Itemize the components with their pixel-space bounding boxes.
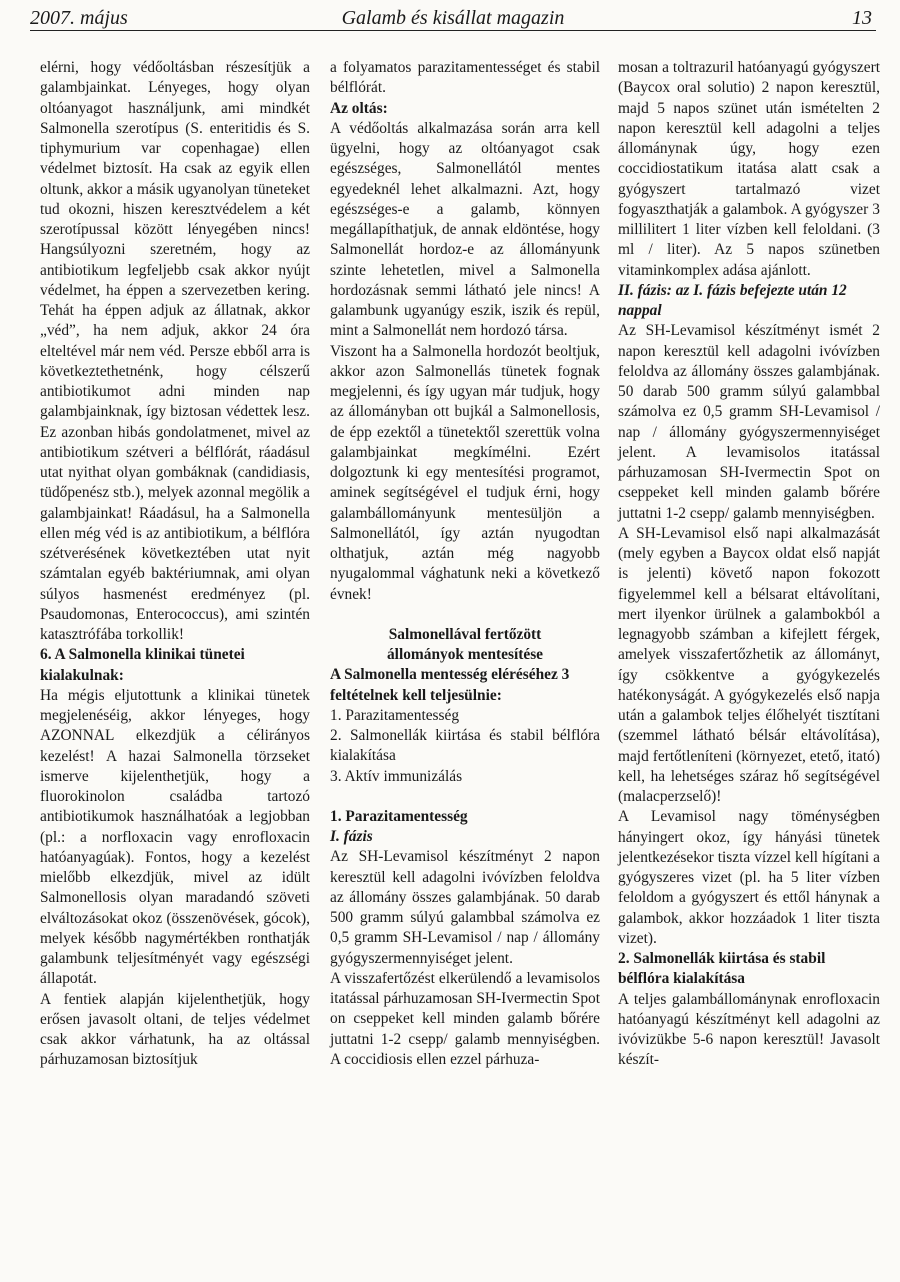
paragraph: Viszont ha a Salmonella hordozót beoltjuk, akkor azon Salmonellás tünetek fognak megjelenni, és így ugyan már tudjuk, hogy az állományban ott bujkál a Salmonellosis, de épp ezektől a tünetektől szerettük volna galambjainkat megkímélni. Ezért dolgoztunk ki egy mentesítési programot, aminek segítségével el tudjuk érni, hogy galambállományunk mentesüljön a Salmonellától, így aztán nyugodtan olthatjuk, aztán még nagyobb nyugalommal vághatunk neki a következő évnek! (330, 342, 600, 603)
paragraph: a folyamatos parazitamentességet és stabil bélflórát. (330, 59, 600, 97)
section-title-line-2: állományok mentesítése (386, 646, 544, 663)
paragraph: A Levamisol nagy töménységben hányingert okoz, így hányási tünetek jelentkezésekor tiszta vízzel kell hígítani a gyógyszeres vizet (pl. ha 5 liter vízben feloldom a gyógyszert és ettől hánynak a galambok, akkor hozzáadok 1 liter tiszta vizet). (618, 808, 880, 947)
paragraph: Ha mégis eljutottunk a klinikai tünetek megjelenéséig, akkor lényeges, hogy AZONNAL elkezdjük a célirányos kezelést! A hazai Salmonella törzseket ismerve kijelenthetjük, hogy a fluorokinolon családba tartozó antibiotikumok használhatóak a legjobban (pl.: a norfloxacin vagy enrofloxacin hatóanyagúak). Fontos, hogy a kezelést mielőbb elkezdjük, mivel az idült Salmonellosis olyan maradandó szöveti elváltozásokat okoz (összenövések, gócok), melyek később nagymértékben ronthatják galambunk teljesítményét vagy egészségi állapotát. (40, 686, 310, 988)
column-3 (618, 58, 880, 1071)
section-title-line-1: Salmonellával fertőzött (388, 625, 542, 643)
paragraph: Az SH-Levamisol készítményt ismét 2 napon keresztül kell adagolni ivóvízben feloldva az állomány összes galambjának. 50 darab 500 gramm súlyú galambbal számolva ez 0,5 gramm SH-Levamisol / nap / állomány gyógyszermennyiséget jelent. A levamisolos itatással párhuzamosan SH-Ivermectin Spot on cseppeket kell minden galamb bőrére juttatni 1-2 csepp/ galamb mennyiségben. (618, 322, 880, 522)
spacer (330, 787, 600, 807)
paragraph: Az SH-Levamisol készítményt 2 napon keresztül kell adagolni ivóvízben feloldva az állomány összes galambjának. 50 darab 500 gramm súlyú galambbal számolva ez 0,5 gramm SH-Levamisol / nap / állomány gyógyszermennyiséget jelent. (330, 848, 600, 967)
magazine-title: Galamb és kisállat magazin (341, 7, 565, 29)
paragraph: A fentiek alapján kijelenthetjük, hogy erősen javasolt oltani, de teljes védelmet csak akkor várhatunk, ha az oltással párhuzamosan biztosítjuk (40, 990, 310, 1069)
column-2 (330, 58, 600, 1070)
spacer (330, 605, 600, 625)
paragraph: A SH-Levamisol első napi alkalmazását (mely egyben a Baycox oldat első napját is jelenti) követő napon fokozott figyelemmel kell a bélsarat eltávolítani, mert ilyenkor ürülnek a galambokból a legnagyobb számban a kifejlett férgek, amelyek visszafertőzhetik az állományt, így csökkentve a gyógykezelés hatékonyságát. A gyógykezelés első napja után a galambok teljes élőhelyét tisztítani (szemmel látható bélsár eltávolítása), majd fertőtleníteni (környezet, etető, itató) kell, ha lehetséges száraz hő segítségével (malacperzselő)! (618, 524, 880, 805)
subheading-parazitamentesseg: 1. Parazitamentesség (330, 807, 468, 825)
page-number: 13 (852, 7, 872, 29)
paragraph: elérni, hogy védőoltásban részesítjük a galambjainkat. Lényeges, hogy olyan oltóanyagot használjunk, ami mindkét Salmonella szerotípus (S. enteritidis és S. tiphymurium var copenhagae) ellen védelmet biztosít. Ha csak az egyik ellen oltunk, akkor a másik ugyanolyan tüneteket tud okozni, hiszen keresztvédelem a két szerotípussal között lényegében nincs! Hangsúlyozni szeretném, hogy az antibiotikum legfeljebb csak akkor nyújt védelmet, ha éppen a szervezetben kering. Tehát ha éppen adjuk az állatnak, akkor „véd”, ha nem adjuk, akkor 24 óra elteltével már nem véd. Persze ebből arra is következtethetnénk, hogy célszerű antibiotikumot adni minden nap galambjainknak, így biztosan védettek lesz. Ez azonban hibás gondolatmenet, mivel az antibiotikum szétveri a bélflórát, ráadásul utat nyithat olyan gombáknak (candidiasis, tüdőpenész stb.), melyek azonnal megölik a galambjainkat! Ráadásul, ha a Salmonella ellen még véd is az antibiotikum, a bélflóra szétverésének következtében utat nyit számtalan egyéb baktériumnak, ami olyan súlyos hasmenést eredményez (pl. Psaudomonas, Enterococcus), ami szintén katasztrófába torkollik! (40, 59, 310, 643)
phase-1-heading: I. fázis (330, 828, 373, 845)
paragraph: mosan a toltrazuril hatóanyagú gyógyszert (Baycox oral solutio) 2 napon keresztül, majd 5 napos szünet után ismételten 2 napon keresztül kell adagolni a teljes állománynak úgy, hogy ezen coccidiostatikum itatása alatt csak a gyógyszert tartalmazó vizet fogyaszthatják a galambok. A gyógyszer 3 millilitert 1 liter vízben kell feloldani. (3 ml / liter). Az 5 napos szünetben vitaminkomplex adása ajánlott. (618, 59, 880, 279)
list-item: 3. Aktív immunizálás (330, 767, 463, 785)
list-item: 1. Parazitamentesség (330, 706, 460, 724)
section-heading-6: 6. A Salmonella klinikai tünetei kialakulnak: (40, 646, 245, 684)
list-item: 2. Salmonellák kiirtása és stabil bélflóra kialakítása (330, 727, 600, 765)
subheading-oltas: Az oltás: (330, 99, 388, 117)
page-header (30, 6, 876, 31)
paragraph: A védőoltás alkalmazása során arra kell ügyelni, hogy az oltóanyagot csak egészséges, Salmonellától mentes egyedeknél lehet alkalmazni. Azt, hogy egészséges-e a galamb, könnyen megállapíthatjuk, de annak eldöntése, hogy Salmonellát hordoz-e az állományunk szinte lehetetlen, mivel a Salmonella hordozásnak semmi látható jele nincs! A galambunk ugyanúgy eszik, iszik és repül, mint a Salmonellát nem hordozó társa. (330, 119, 600, 340)
conditions-list (330, 706, 600, 787)
phase-2-heading: II. fázis: az I. fázis befejezte után 12 nappal (618, 281, 847, 319)
subheading-salmonella-kiirtasa: 2. Salmonellák kiirtása és stabil bélflóra kialakítása (618, 950, 826, 988)
column-1 (40, 58, 310, 1071)
conditions-heading: A Salmonella mentesség eléréséhez 3 feltételnek kell teljesülnie: (330, 666, 570, 704)
issue-date: 2007. május (30, 7, 128, 29)
paragraph: A teljes galambállománynak enrofloxacin hatóanyagú készítményt kell adagolni az ivóvizükbe 5-6 napon keresztül! Javasolt készít- (618, 990, 880, 1069)
paragraph: A visszafertőzést elkerülendő a levamisolos itatással párhuzamosan SH-Ivermectin Spot on cseppeket kell minden galamb bőrére juttatni 1-2 csepp/ galamb mennyiségben. A coccidiosis ellen ezzel párhuza- (330, 969, 600, 1068)
